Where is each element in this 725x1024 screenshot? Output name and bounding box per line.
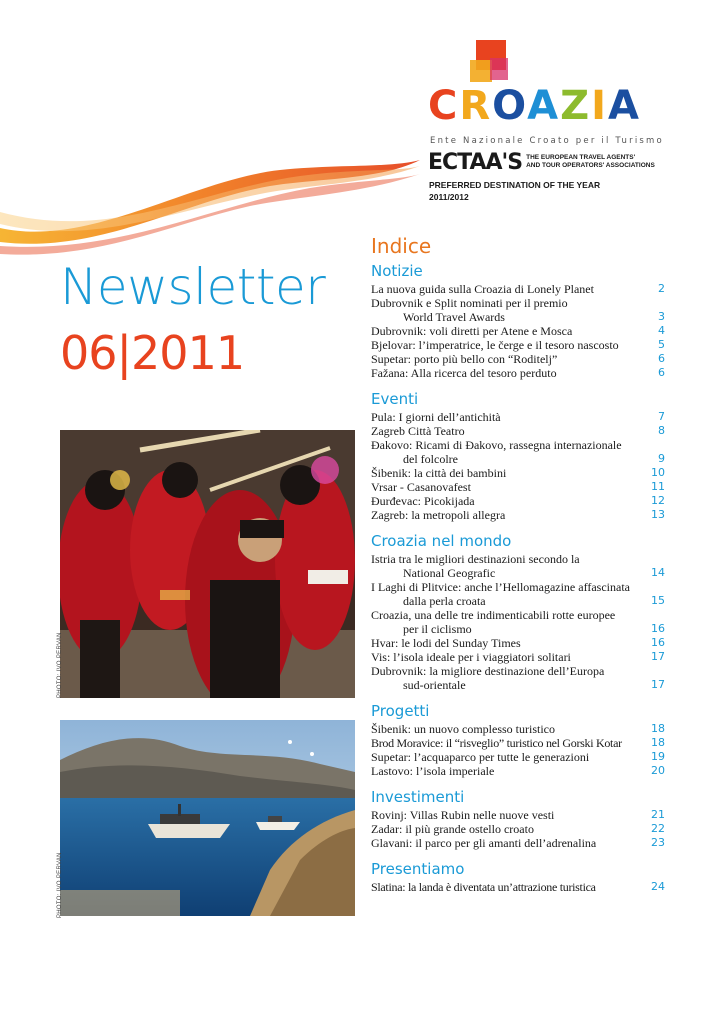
index-entry[interactable]: [371, 808, 665, 822]
entry-text: [371, 438, 639, 466]
entry-text-continued: sud-orientale: [403, 678, 466, 692]
photo-credit: PHOTO: IVO PERVAN: [57, 852, 63, 918]
entry-text: Supetar: l’acquaparco per tutte le generazioni: [371, 750, 590, 764]
index-entry[interactable]: [371, 608, 665, 636]
photo-folk-dancers: [60, 430, 355, 698]
entry-page: 6: [658, 352, 665, 365]
entry-page: 12: [651, 494, 665, 507]
entry-text-continued: del folcolre: [403, 452, 458, 466]
index-entry[interactable]: [371, 722, 665, 736]
entry-text-continued: per il ciclismo: [403, 622, 472, 636]
entry-text-line: I Laghi di Plitvice: anche l’Hellomagazine affascinata: [371, 580, 631, 594]
index-entry[interactable]: [371, 764, 665, 778]
logo-letter: A: [607, 83, 641, 129]
preferred-line: PREFERRED DESTINATION OF THE YEAR: [429, 180, 601, 190]
entry-text: Dubrovnik: voli diretti per Atene e Mosca: [371, 324, 573, 338]
section-title: Notizie: [371, 262, 423, 280]
entry-text: Rovinj: Villas Rubin nelle nuove vesti: [371, 808, 555, 822]
index-entry[interactable]: [371, 282, 665, 296]
index-entry[interactable]: [371, 750, 665, 764]
index-entry[interactable]: [371, 352, 665, 366]
index-entry[interactable]: [371, 324, 665, 338]
entry-text: Hvar: le lodi del Sunday Times: [371, 636, 521, 650]
preferred-destination: [429, 179, 600, 203]
entry-text: Pula: I giorni dell’antichità: [371, 410, 501, 424]
entry-text: La nuova guida sulla Croazia di Lonely Planet: [371, 282, 594, 296]
entry-page: 4: [658, 324, 665, 337]
entry-text: [371, 296, 639, 324]
index-entry[interactable]: [371, 822, 665, 836]
index-entry[interactable]: [371, 438, 665, 466]
entry-text-line: Croazia, una delle tre indimenticabili rotte europee: [371, 608, 616, 622]
entry-text: Šibenik: la città dei bambini: [371, 466, 507, 480]
section-presentiamo: [371, 862, 665, 894]
preferred-year: 2011/2012: [429, 192, 469, 202]
entry-text: Glavani: il parco per gli amanti dell’adrenalina: [371, 836, 597, 850]
ectaa-badge: [428, 152, 655, 174]
entry-page: 5: [658, 338, 665, 351]
entry-page: 24: [651, 880, 665, 893]
entry-page: 23: [651, 836, 665, 849]
ectaa-wordmark: ECTAA'S: [428, 150, 523, 175]
entry-text: [371, 580, 639, 608]
entry-page: 17: [651, 650, 665, 663]
entry-text-continued: dalla perla croata: [403, 594, 486, 608]
entry-page: 16: [651, 636, 665, 649]
section-notizie: [371, 264, 665, 380]
index-entry[interactable]: [371, 650, 665, 664]
entry-text-continued: World Travel Awards: [403, 310, 505, 324]
index-entry[interactable]: [371, 836, 665, 850]
entry-page: 18: [651, 736, 665, 749]
entry-page: 13: [651, 508, 665, 521]
entry-text: Brod Moravice: il “risveglio” turistico nel Gorski Kotar: [371, 736, 622, 750]
ectaa-subtitle: [526, 154, 655, 170]
entry-text: [371, 664, 639, 692]
entry-text: Lastovo: l’isola imperiale: [371, 764, 495, 778]
index-entry[interactable]: [371, 664, 665, 692]
entry-text: Fažana: Alla ricerca del tesoro perduto: [371, 366, 557, 380]
index-entry[interactable]: [371, 736, 665, 750]
entry-page: 8: [658, 424, 665, 437]
section-title: Eventi: [371, 390, 419, 408]
entry-text: Vis: l’isola ideale per i viaggiatori solitari: [371, 650, 571, 664]
index-entry[interactable]: [371, 580, 665, 608]
entry-page: 14: [651, 566, 665, 579]
entry-page: 3: [658, 310, 665, 323]
logo-tagline: Ente Nazionale Croato per il Turismo: [430, 136, 664, 146]
entry-text: Đurđevac: Picokijada: [371, 494, 475, 508]
entry-text: Supetar: porto più bello con “Roditelj”: [371, 352, 558, 366]
entry-text: Zagreb Città Teatro: [371, 424, 465, 438]
index-entry[interactable]: [371, 480, 665, 494]
entry-text: Zadar: il più grande ostello croato: [371, 822, 534, 836]
logo-letter: O: [492, 83, 528, 129]
index-entry[interactable]: [371, 424, 665, 438]
entry-text-line: Dubrovnik: la migliore destinazione dell’Europa: [371, 664, 605, 678]
section-eventi: [371, 392, 665, 522]
newsletter-title: Newsletter: [60, 258, 326, 316]
sea-boats-image: [60, 720, 355, 916]
index-entry[interactable]: [371, 296, 665, 324]
index-section: [371, 236, 665, 906]
entry-text: Šibenik: un nuovo complesso turistico: [371, 722, 555, 736]
index-entry[interactable]: [371, 494, 665, 508]
entry-page: 2: [658, 282, 665, 295]
logo-letter: A: [527, 83, 561, 129]
section-investimenti: [371, 790, 665, 850]
index-entry[interactable]: [371, 636, 665, 650]
entry-text-line: Đakovo: Ricami di Đakovo, rassegna internazionale: [371, 438, 622, 452]
entry-text: [371, 552, 639, 580]
entry-page: 19: [651, 750, 665, 763]
section-title: Investimenti: [371, 788, 465, 806]
index-title: Indice: [371, 234, 432, 258]
logo-letter: Z: [560, 83, 592, 129]
entry-text-line: Istria tra le migliori destinazioni secondo la: [371, 552, 580, 566]
section-progetti: [371, 704, 665, 778]
index-entry[interactable]: [371, 410, 665, 424]
entry-page: 18: [651, 722, 665, 735]
entry-page: 10: [651, 466, 665, 479]
entry-page: 17: [651, 678, 665, 691]
index-entry[interactable]: [371, 366, 665, 380]
section-title: Progetti: [371, 702, 430, 720]
section-croazia-nel-mondo: [371, 534, 665, 692]
logo-letter: R: [459, 83, 493, 129]
index-entry[interactable]: [371, 338, 665, 352]
entry-page: 6: [658, 366, 665, 379]
decorative-swoosh: [0, 150, 420, 260]
folk-dancers-image: [60, 430, 355, 698]
entry-page: 11: [651, 480, 665, 493]
entry-page: 9: [658, 452, 665, 465]
logo-letter: I: [591, 83, 608, 129]
index-entry[interactable]: [371, 552, 665, 580]
croazia-logo: [428, 40, 688, 210]
photo-sea-boats: [60, 720, 355, 916]
entry-page: 16: [651, 622, 665, 635]
photo-credit: PHOTO: IVO PERVAN: [57, 632, 63, 698]
index-entry[interactable]: [371, 466, 665, 480]
entry-page: 21: [651, 808, 665, 821]
entry-text: Vrsar - Casanovafest: [371, 480, 471, 494]
entry-page: 7: [658, 410, 665, 423]
entry-text-line: Dubrovnik e Split nominati per il premio: [371, 296, 568, 310]
entry-page: 22: [651, 822, 665, 835]
entry-text-continued: National Geografic: [403, 566, 496, 580]
issue-number: 06|2011: [60, 326, 245, 380]
ectaa-subtitle-line: THE EUROPEAN TRAVEL AGENTS': [526, 154, 636, 161]
entry-text: Zagreb: la metropoli allegra: [371, 508, 506, 522]
entry-page: 15: [651, 594, 665, 607]
logo-wordmark: [428, 83, 641, 129]
entry-text: Bjelovar: l’imperatrice, le čerge e il tesoro nascosto: [371, 338, 619, 352]
index-entry[interactable]: [371, 508, 665, 522]
entry-page: 20: [651, 764, 665, 777]
entry-text: Slatina: la landa è diventata un’attrazione turistica: [371, 880, 596, 894]
logo-letter: C: [428, 83, 460, 129]
ectaa-subtitle-line: AND TOUR OPERATORS' ASSOCIATIONS: [526, 162, 655, 169]
entry-text: [371, 608, 639, 636]
section-title: Presentiamo: [371, 860, 465, 878]
index-entry[interactable]: [371, 880, 665, 894]
section-title: Croazia nel mondo: [371, 532, 512, 550]
